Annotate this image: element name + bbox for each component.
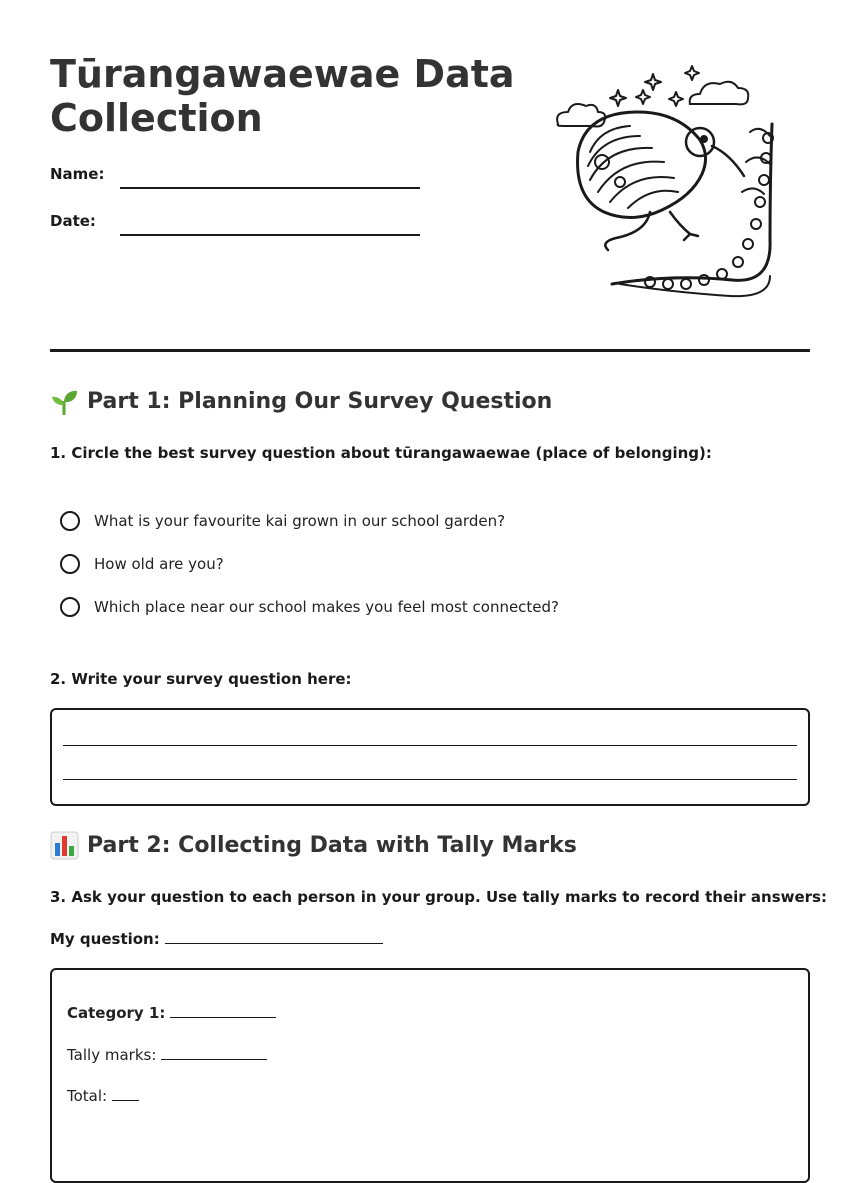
radio-option-3[interactable]: [60, 597, 80, 617]
category-row: [67, 1004, 276, 1022]
write-line-1[interactable]: [63, 745, 797, 746]
tally-row: [67, 1046, 267, 1064]
sparkle-1: [645, 74, 661, 90]
sparkle-4: [636, 90, 650, 104]
option-2[interactable]: [60, 554, 224, 574]
cloud-right: [690, 82, 749, 105]
option-3[interactable]: [60, 597, 559, 617]
tally-label: Tally marks:: [67, 1046, 157, 1064]
part1-heading: [50, 387, 552, 416]
bar-chart-icon: [50, 831, 79, 860]
radio-option-1[interactable]: [60, 511, 80, 531]
question-1: 1. Circle the best survey question about tūrangawaewae (place of belonging):: [50, 444, 712, 462]
category-label: Category 1:: [67, 1004, 166, 1022]
date-label: Date:: [50, 212, 96, 230]
total-blank[interactable]: [112, 1100, 139, 1101]
survey-question-box[interactable]: [50, 708, 810, 806]
option-1[interactable]: [60, 511, 505, 531]
my-question-label: My question:: [50, 930, 160, 948]
radio-option-2[interactable]: [60, 554, 80, 574]
question-2: 2. Write your survey question here:: [50, 670, 352, 688]
seedling-icon: [50, 387, 79, 416]
part1-heading-text: Part 1: Planning Our Survey Question: [87, 389, 553, 414]
part2-heading-text: Part 2: Collecting Data with Tally Marks: [87, 833, 577, 858]
question-3: 3. Ask your question to each person in your group. Use tally marks to record their answers:: [50, 888, 827, 906]
name-field[interactable]: [120, 187, 420, 189]
kiwi-illustration: [550, 62, 780, 317]
header-divider: [50, 349, 810, 352]
my-question-blank[interactable]: [165, 943, 383, 944]
part2-heading: [50, 831, 577, 860]
option-1-label: What is your favourite kai grown in our school garden?: [94, 512, 506, 530]
date-field[interactable]: [120, 234, 420, 236]
write-line-2[interactable]: [63, 779, 797, 780]
total-label: Total:: [67, 1087, 108, 1105]
sparkle-2: [685, 66, 699, 80]
tally-box: [50, 968, 810, 1183]
total-row: [67, 1087, 139, 1105]
page-title: Tūrangawaewae Data Collection: [50, 52, 515, 140]
category-blank[interactable]: [170, 1017, 276, 1018]
option-3-label: Which place near our school makes you feel most connected?: [94, 598, 560, 616]
sparkle-3: [610, 90, 626, 106]
option-2-label: How old are you?: [94, 555, 224, 573]
my-question-row: [50, 930, 383, 948]
name-label: Name:: [50, 165, 105, 183]
sparkle-5: [669, 92, 683, 106]
tally-blank[interactable]: [161, 1059, 267, 1060]
